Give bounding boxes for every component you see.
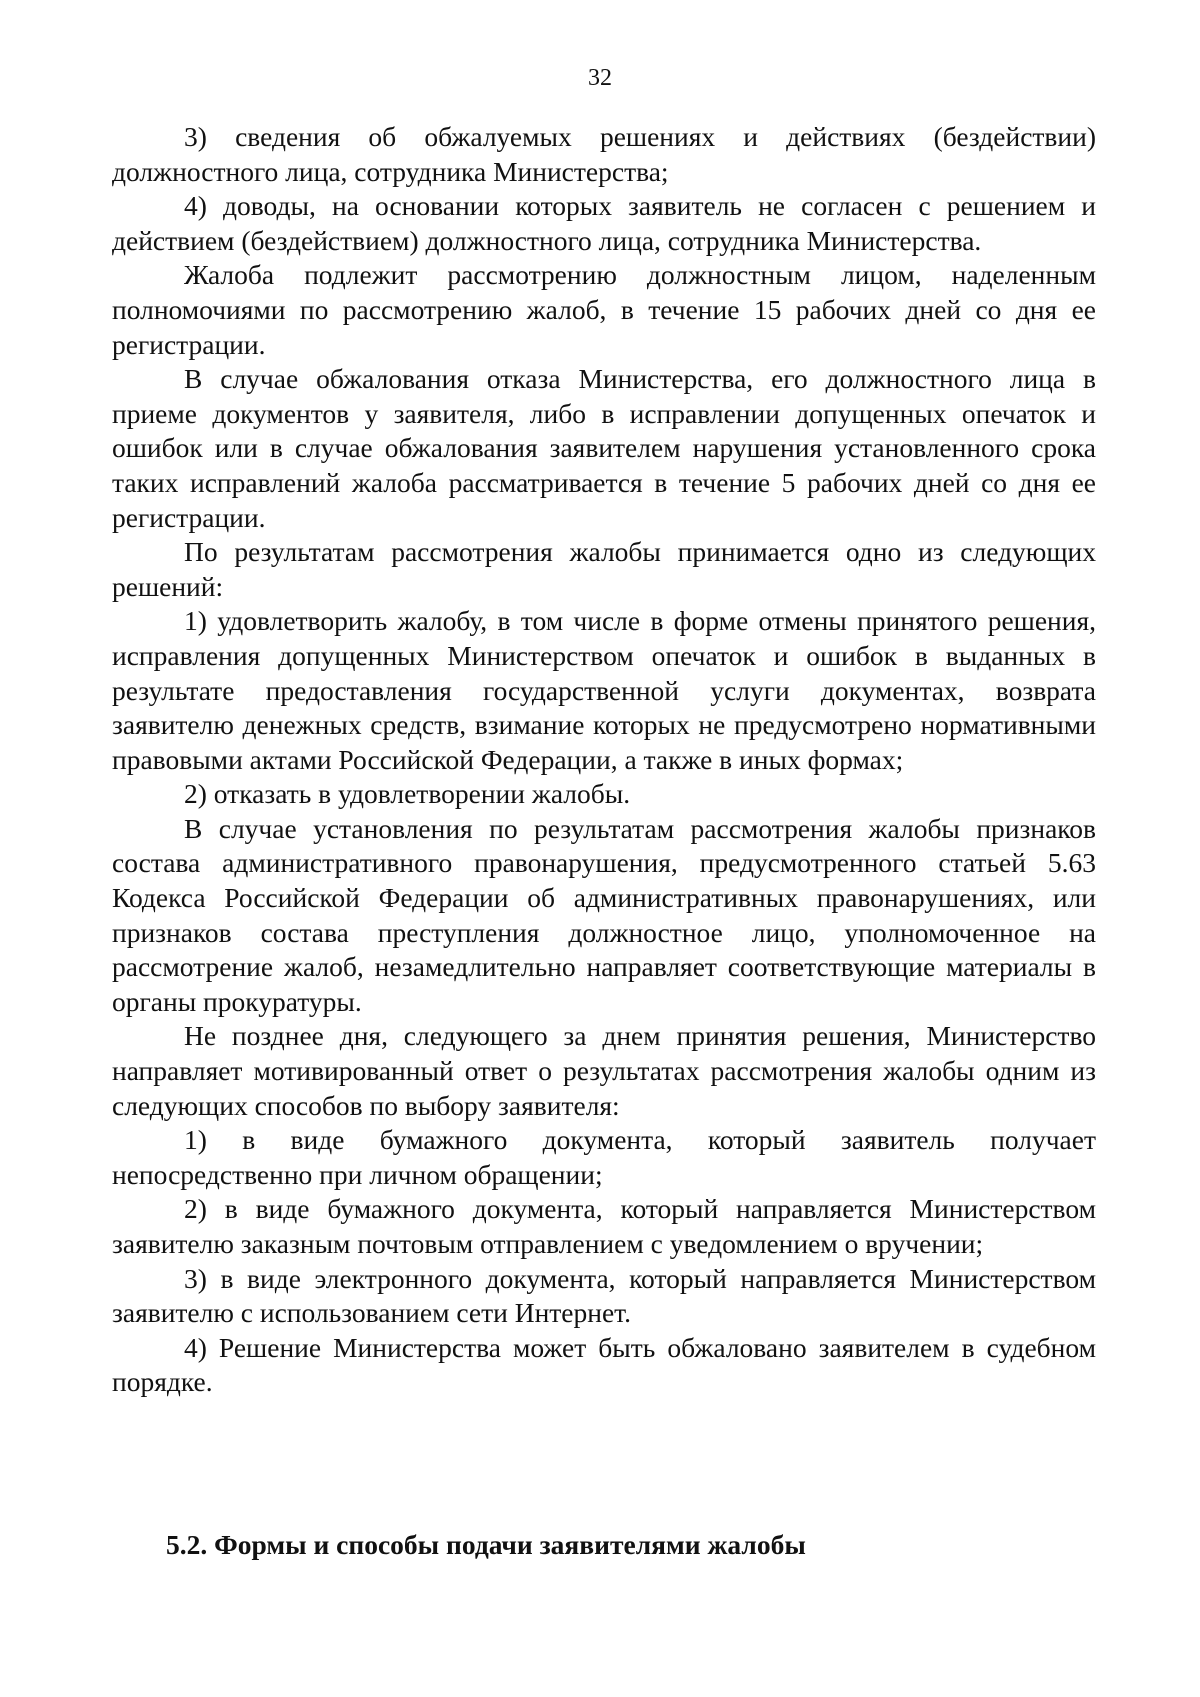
body-text xyxy=(112,120,1096,1400)
paragraph-response-methods: Не позднее дня, следующего за днем принятия решения, Министерство направляет мотивированный ответ о результатах рассмотрения жалобы одним из следующих способов по выбору заявителя: xyxy=(112,1020,1096,1121)
paragraph-item-3: 3) сведения об обжалуемых решениях и действиях (бездействии) должностного лица, сотрудника Министерства; xyxy=(112,121,1096,187)
page-number: 32 xyxy=(588,65,612,91)
paragraph-violation-signs: В случае установления по результатам рассмотрения жалобы признаков состава административного правонарушения, предусмотренного статьей 5.63 Кодекса Российской Федерации об административных правонарушениях, или признаков состава преступления должностное лицо, уполномоченное на рассмотрение жалоб, незамедлительно направляет соответствующие материалы в органы прокуратуры. xyxy=(112,812,1096,1017)
paragraph-method-paper-personal: 1) в виде бумажного документа, который заявитель получает непосредственно при личном обращении; xyxy=(112,1124,1096,1190)
paragraph-refusal-appeal: В случае обжалования отказа Министерства, его должностного лица в приеме документов у заявителя, либо в исправлении допущенных опечаток и ошибок или в случае обжалования заявителем нарушения установленного срока таких исправлений жалоба рассматривается в течение 5 рабочих дней со дня ее регистрации. xyxy=(112,363,1096,533)
paragraph-complaint-review-term: Жалоба подлежит рассмотрению должностным лицом, наделенным полномочиями по рассмотрению жалоб, в течение 15 рабочих дней со дня ее регистрации. xyxy=(112,259,1096,360)
paragraph-court-appeal: 4) Решение Министерства может быть обжаловано заявителем в судебном порядке. xyxy=(112,1331,1096,1398)
paragraph-item-4: 4) доводы, на основании которых заявитель не согласен с решением и действием (бездействием) должностного лица, сотрудника Министерства. xyxy=(112,190,1096,256)
paragraph-decision-refuse: 2) отказать в удовлетворении жалобы. xyxy=(184,778,631,810)
paragraph-decision-satisfy: 1) удовлетворить жалобу, в том числе в форме отмены принятого решения, исправления допущенных Министерством опечаток и ошибок в выданных в результате предоставления государственной услуги документах, возврата заявителю денежных средств, взимание которых не предусмотрено нормативными правовыми актами Российской Федерации, а также в иных формах; xyxy=(112,605,1096,775)
section-heading: 5.2. Формы и способы подачи заявителями жалобы xyxy=(166,1529,806,1560)
paragraph-review-results: По результатам рассмотрения жалобы принимается одно из следующих решений: xyxy=(112,536,1096,602)
paragraph-method-paper-mail: 2) в виде бумажного документа, который направляется Министерством заявителю заказным почтовым отправлением с уведомлением о вручении; xyxy=(112,1193,1096,1259)
paragraph-method-electronic: 3) в виде электронного документа, который направляется Министерством заявителю с использованием сети Интернет. xyxy=(112,1262,1096,1329)
